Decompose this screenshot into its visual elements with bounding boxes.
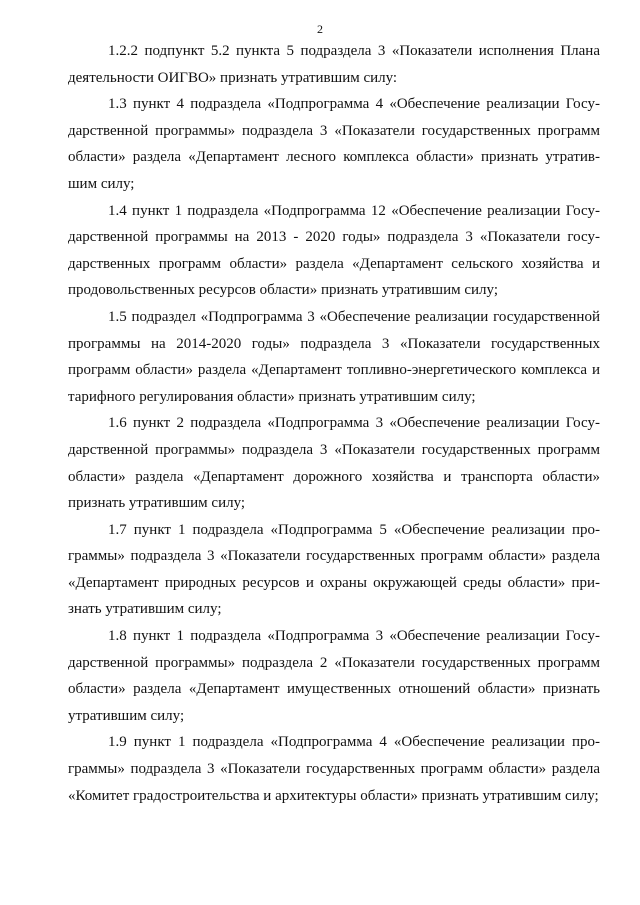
paragraph-1-9: 1.9 пункт 1 подраздела «Подпрограмма 4 «Обеспечение реализации программы» подраздела 3 «Показатели государственных программ области» раздела «Комитет градостроительства и архитектуры области» признать утратившим силу; [68, 734, 600, 804]
paragraph-1-8: 1.8 пункт 1 подраздела «Подпрограмма 3 «Обеспечение реализации Государственной программы» подраздела 2 «Показатели государственных программ области» раздела «Департамент имущественных отношений области» признать утратившим силу; [68, 628, 600, 724]
page-number: 2 [317, 22, 323, 36]
document-body [68, 38, 600, 809]
paragraph-1-3: 1.3 пункт 4 подраздела «Подпрограмма 4 «Обеспечение реализации Государственной программы» подраздела 3 «Показатели государственных программ области» раздела «Департамент лесного комплекса области» признать утратившим силу; [68, 96, 600, 192]
paragraph-1-2-2: 1.2.2 подпункт 5.2 пункта 5 подраздела 3 «Показатели исполнения Плана деятельности ОИГВО» признать утратившим силу: [68, 43, 600, 86]
paragraph-1-5: 1.5 подраздел «Подпрограмма 3 «Обеспечение реализации государственной программы на 2014-2020 годы» подраздела 3 «Показатели государственных программ области» раздела «Департамент топливно-энергетического комплекса и тарифного регулирования области» признать утратившим силу; [68, 308, 600, 405]
paragraph-1-7: 1.7 пункт 1 подраздела «Подпрограмма 5 «Обеспечение реализации программы» подраздела 3 «Показатели государственных программ области» раздела «Департамент природных ресурсов и охраны окружающей среды области» признать утратившим силу; [68, 521, 600, 618]
paragraph-1-4: 1.4 пункт 1 подраздела «Подпрограмма 12 «Обеспечение реализации Государственной программы на 2013 - 2020 годы» подраздела 3 «Показатели государственных программ области» раздела «Департамент сельского хозяйства и продовольственных ресурсов области» признать утратившим силу; [68, 202, 600, 299]
paragraph-1-6: 1.6 пункт 2 подраздела «Подпрограмма 3 «Обеспечение реализации Государственной программы» подраздела 3 «Показатели государственных программ области» раздела «Департамент дорожного хозяйства и транспорта области» признать утратившим силу; [68, 415, 600, 512]
